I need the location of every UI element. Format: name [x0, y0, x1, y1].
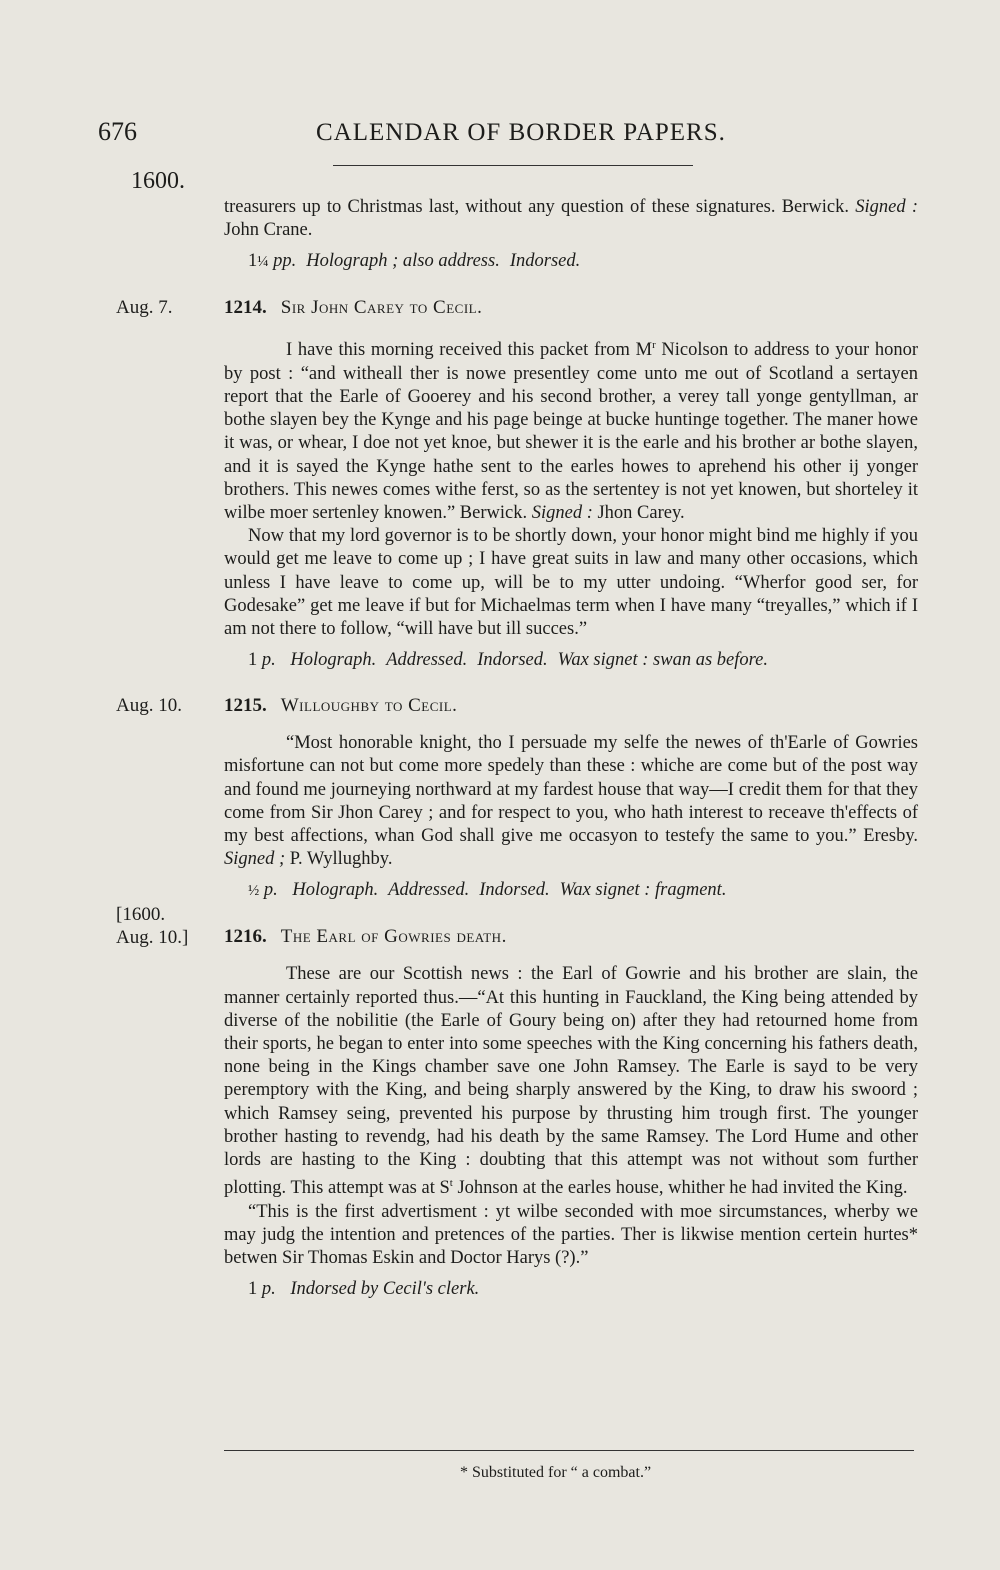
- footnote: * Substituted for “ a combat.”: [460, 1464, 652, 1481]
- entry-1216: [116, 904, 918, 1301]
- page-body: [116, 196, 918, 1301]
- entry-heading: 1216. The Earl of Gowries death.: [224, 926, 507, 948]
- entry-1214: [116, 296, 918, 672]
- entry-paragraph: “Most honorable knight, tho I persuade my selfe the newes of th'Earle of Gowries misfortune can not but come more spedely than these : whiche are come but of the post way and found me journeying northward at my fardest house that way—I credit them for that they come from Sir Jhon Carey ; and for respect to you, who hath interest to receave th'effects of my best affections, whan God shall give me occasyon to testefy the same to you.” Eresby. Signed ; P. Wyllughby.: [224, 733, 918, 870]
- entry-paragraph: “This is the first advertisment : yt wilbe seconded with moe sircumstances, wherby we may judg the intention and pretences of the parties. Ther is likwise mention certein hurtes* betwen Sir Thomas Eskin and Doctor Harys (?).”: [224, 1201, 918, 1269]
- entry-1215: [116, 694, 918, 903]
- continued-entry: [224, 196, 918, 274]
- year-label: 1600.: [131, 168, 185, 194]
- footnote-rule: [224, 1450, 914, 1451]
- entry-description: 1 p. Indorsed by Cecil's clerk.: [248, 1279, 480, 1300]
- entry-paragraph: Now that my lord governor is to be shortly down, your honor might bind me highly if you would get me leave to come up ; I have great suits in law and many other occasions, which unless I have leave to come up, will be to my utter undoing. “Wherfor good ser, for Godesake” get me leave if but for Michaelmas term when I have many “treyalles,” which if I am not there to follow, “will have but ill succes.”: [224, 526, 918, 639]
- entry-description: 1 p. Holograph. Addressed. Indorsed. Wax signet : swan as before.: [248, 650, 768, 671]
- continued-text: treasurers up to Christmas last, without any question of these signatures. Berwick. Signed : John Crane.: [224, 197, 918, 241]
- entry-heading: 1214. Sir John Carey to Cecil.: [224, 297, 483, 319]
- entry-paragraph: These are our Scottish news : the Earl of Gowrie and his brother are slain, the manner certainly reported thus.—“At this hunting in Fauckland, the King being attended by diverse of the nobilitie (the Earle of Goury being on) after they had retourned home from their sports, he began to enter into some speeches with the King concerning his fathers death, none being in the Kings chamber save one John Ramsey. The Earle is sayd to be very peremptory with the King, and being sharply answered by the King, to draw his swoord ; which Ramsey seing, prevented his purpose by thrusting him trough first. The younger brother hasting to revendg, had his death by the same Ramsey. The Lord Hume and other lords are hasting to the King : doubting that this attempt was not without som further plotting. This attempt was at $S^t$ Johnson at the earles house, whither he had invited the King.: [224, 964, 918, 1199]
- page-number: 676: [98, 117, 137, 146]
- entry-date: Aug. 7.: [116, 297, 173, 319]
- entry-heading: 1215. Willoughby to Cecil.: [224, 695, 458, 717]
- running-title: CALENDAR OF BORDER PAPERS.: [316, 119, 726, 146]
- entry-paragraph: I have this morning received this packet from $M^r$ Nicolson to address to your honor by post : “and witheall ther is nowe presentley come unto me out of Scotland a sertayen report that the Earle of Gooerey and his second brother, a verey tall yonge gentyllman, ar bothe slayen bey the Kynge and his page beinge at bucke huntinge together. The maner howe it was, or whear, I doe not yet knoe, but shewer it is the earle and his brother ar bothe slayen, and it is sayed the Kynge hathe sent to the earles howes to aprehend his other ij yonger brothers. This newes comes withe ferst, so as the sertentey is not yet knowen, but shorteley it wilbe moer sertenley knowen.” Berwick. Signed : Jhon Carey.: [224, 339, 918, 523]
- entry-date: Aug. 10.: [116, 695, 182, 717]
- entry-date: [1600. Aug. 10.]: [116, 904, 189, 949]
- entry-description: ½ p. Holograph. Addressed. Indorsed. Wax signet : fragment.: [248, 880, 727, 901]
- header-rule: [333, 165, 693, 166]
- continued-description: 1¼ pp. Holograph ; also address. Indorsed.: [248, 251, 581, 272]
